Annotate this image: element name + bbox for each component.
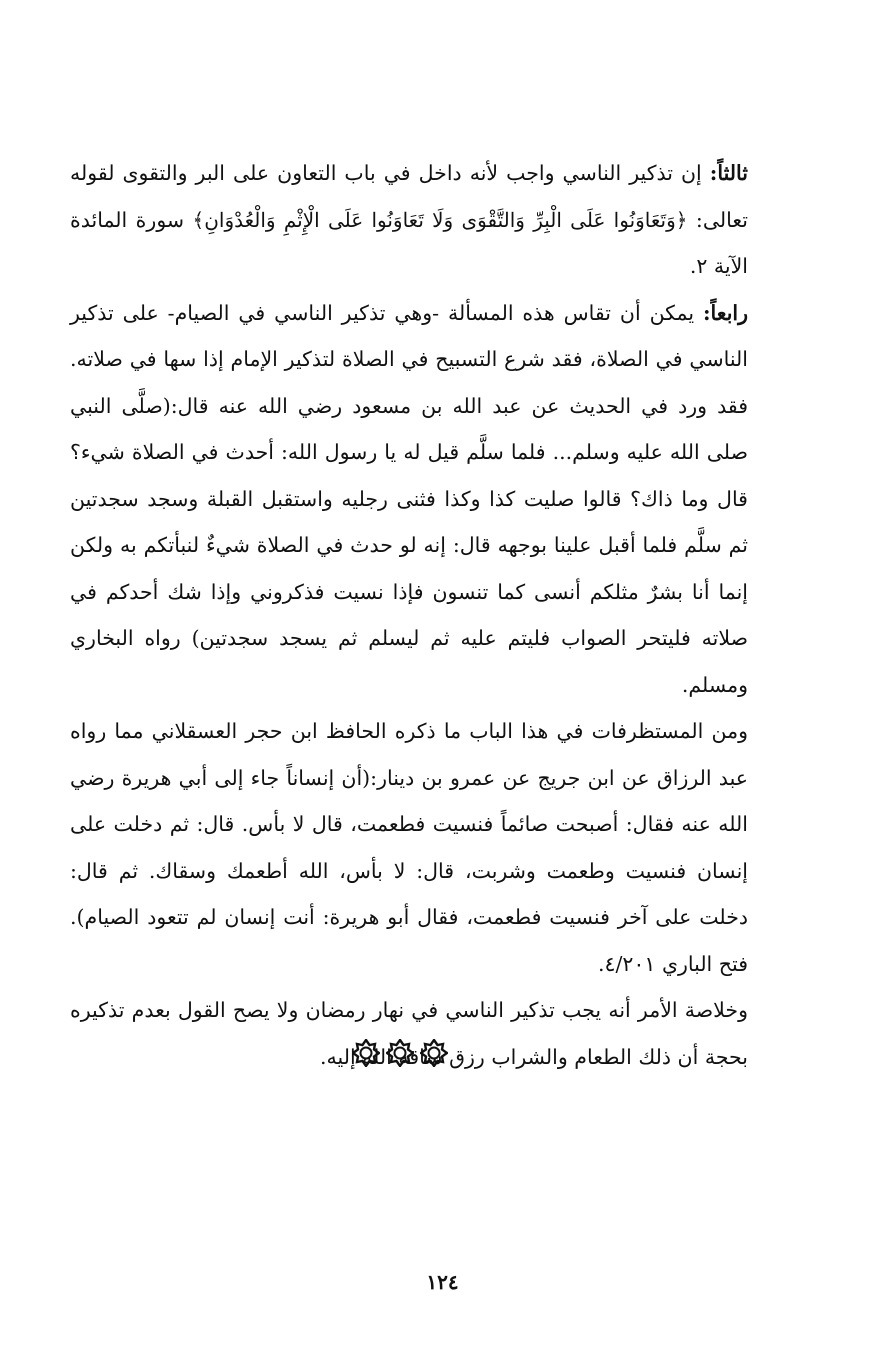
paragraph-fourthly <box>70 290 748 709</box>
verse-reference: سورة المائدة الآية ٢. <box>70 207 748 278</box>
ornament-star-icon <box>352 1039 380 1067</box>
section-separator-ornament <box>352 1038 448 1068</box>
paragraph-anecdote <box>70 708 748 987</box>
paragraph-lead: رابعاً: <box>702 300 748 325</box>
quran-verse: ﴿وَتَعَاوَنُوا عَلَى الْبِرِّ وَالتَّقْوَى وَلَا تَعَاوَنُوا عَلَى الْإِثْمِ وَالْعُدْوَانِ﴾ <box>192 207 688 232</box>
paragraph-thirdly <box>70 150 748 290</box>
paragraph-text: إن تذكير الناسي واجب لأنه داخل في باب التعاون على البر والتقوى لقوله تعالى: <box>70 161 748 232</box>
paragraph-text: يمكن أن تقاس هذه المسألة -وهي تذكير الناسي في الصيام- على تذكير الناسي في الصلاة، فقد شرع التسبيح في الصلاة لتذكير الإمام إذا سها في صلاته. فقد ورد في الحديث عن عبد الله بن مسعود رضي الله عنه قال:(صلَّى النبي صلى الله عليه وسلم... فلما سلَّم قيل له يا رسول الله: أحدث في الصلاة شيء؟ قال وما ذاك؟ قالوا صليت كذا وكذا فثنى رجليه واستقبل القبلة وسجد سجدتين ثم سلَّم فلما أقبل علينا بوجهه قال: إنه لو حدث في الصلاة شيءٌ لنبأتكم به ولكن إنما أنا بشرٌ مثلكم أنسى كما تنسون فإذا نسيت فذكروني وإذا شك أحدكم في صلاته فليتحر الصواب فليتم عليه ثم ليسلم ثم يسجد سجدتين) رواه البخاري ومسلم. <box>70 300 748 697</box>
paragraph-text: وخلاصة الأمر أنه يجب تذكير الناسي في نهار رمضان ولا يصح القول بعدم تذكيره بحجة أن ذلك الطعام والشراب رزق ساقه الله إليه. <box>70 998 748 1069</box>
body-text <box>70 150 748 1080</box>
ornament-star-icon <box>420 1039 448 1067</box>
paragraph-lead: ثالثاً: <box>709 161 748 185</box>
ornament-star-icon <box>386 1039 414 1067</box>
paragraph-text: ومن المستظرفات في هذا الباب ما ذكره الحافظ ابن حجر العسقلاني مما رواه عبد الرزاق عن ابن جريج عن عمرو بن دينار:(أن إنساناً جاء إلى أبي هريرة رضي الله عنه فقال: أصبحت صائماً فنسيت فطعمت، قال لا بأس. قال: ثم دخلت على إنسان فنسيت وطعمت وشربت، قال: لا بأس، الله أطعمك وسقاك. ثم قال: دخلت على آخر فنسيت فطعمت، فقال أبو هريرة: أنت إنسان لم تتعود الصيام). فتح الباري ٤/٢٠١. <box>70 719 748 976</box>
page-number: ١٢٤ <box>426 1270 459 1294</box>
